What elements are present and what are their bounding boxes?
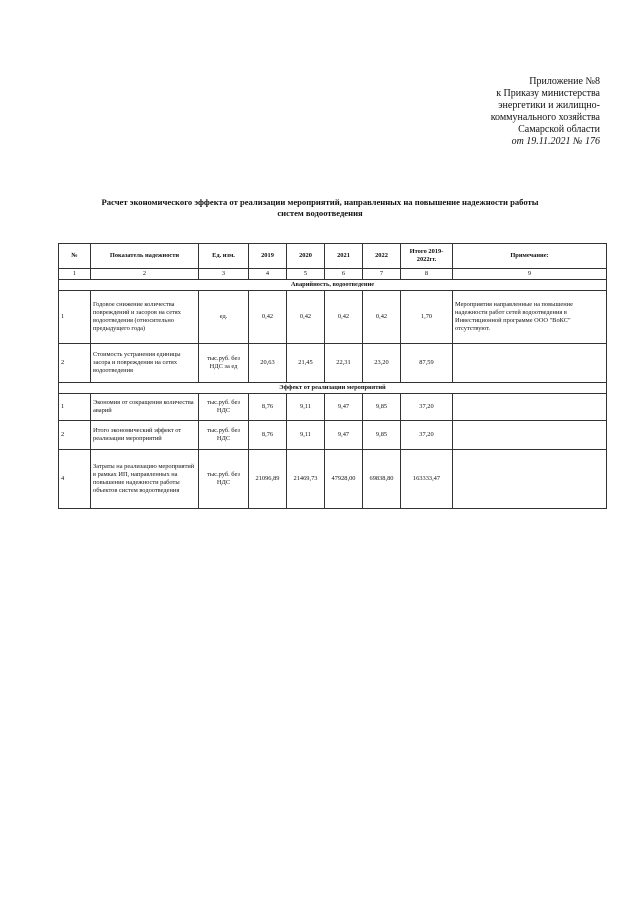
row-value-2021: 47928,00 xyxy=(325,450,363,509)
row-indicator: Стоимость устранения единицы засора и повреждения на сетях водоотведения xyxy=(91,344,199,383)
row-number: 1 xyxy=(59,291,91,344)
appendix-header xyxy=(450,76,600,148)
col-number: 5 xyxy=(287,269,325,280)
row-note xyxy=(453,394,607,421)
row-value-2022: 23,20 xyxy=(363,344,401,383)
table-row xyxy=(59,394,607,421)
col-number: 1 xyxy=(59,269,91,280)
table-header-row xyxy=(59,244,607,269)
document-title xyxy=(60,197,580,219)
section-row-accidents xyxy=(59,280,607,291)
appendix-order-ref: к Приказу министерства xyxy=(496,88,600,99)
row-value-2020: 0,42 xyxy=(287,291,325,344)
row-value-2021: 0,42 xyxy=(325,291,363,344)
row-total: 87,59 xyxy=(401,344,453,383)
effect-table xyxy=(58,243,607,509)
table-row xyxy=(59,421,607,450)
row-unit: тыс.руб. без НДС xyxy=(199,450,249,509)
section-row-effect xyxy=(59,383,607,394)
col-header-total: Итого 2019-2022гг. xyxy=(401,244,453,269)
row-unit: тыс.руб. без НДС xyxy=(199,421,249,450)
row-total: 37,20 xyxy=(401,421,453,450)
appendix-title: Приложение №8 xyxy=(529,76,600,87)
row-number: 4 xyxy=(59,450,91,509)
section-title: Аварийность, водоотведение xyxy=(59,280,607,291)
row-value-2022: 9,85 xyxy=(363,394,401,421)
col-header-unit: Ед. изм. xyxy=(199,244,249,269)
row-value-2021: 9,47 xyxy=(325,394,363,421)
table-row xyxy=(59,291,607,344)
row-unit: ед. xyxy=(199,291,249,344)
row-value-2019: 21096,89 xyxy=(249,450,287,509)
col-number: 7 xyxy=(363,269,401,280)
row-total: 1,70 xyxy=(401,291,453,344)
col-number: 3 xyxy=(199,269,249,280)
row-indicator: Экономия от сокращения количества аварий xyxy=(91,394,199,421)
row-indicator: Годовое снижение количества повреждений и засоров на сетях водоотведения (относительно предыдущего года) xyxy=(91,291,199,344)
col-number: 2 xyxy=(91,269,199,280)
column-number-row xyxy=(59,269,607,280)
row-value-2019: 0,42 xyxy=(249,291,287,344)
col-header-note: Примечание: xyxy=(453,244,607,269)
row-note xyxy=(453,421,607,450)
row-value-2022: 9,85 xyxy=(363,421,401,450)
appendix-region: Самарской области xyxy=(518,124,600,135)
col-number: 4 xyxy=(249,269,287,280)
col-number: 8 xyxy=(401,269,453,280)
row-number: 2 xyxy=(59,421,91,450)
appendix-date-number: от 19.11.2021 № 176 xyxy=(511,136,600,147)
row-note xyxy=(453,344,607,383)
col-header-2021: 2021 xyxy=(325,244,363,269)
row-value-2019: 8,76 xyxy=(249,394,287,421)
col-header-2020: 2020 xyxy=(287,244,325,269)
col-header-number: № xyxy=(59,244,91,269)
row-note xyxy=(453,450,607,509)
row-number: 2 xyxy=(59,344,91,383)
row-value-2019: 8,76 xyxy=(249,421,287,450)
appendix-ministry-1: энергетики и жилищно- xyxy=(498,100,600,111)
col-number: 6 xyxy=(325,269,363,280)
row-unit: тыс.руб. без НДС xyxy=(199,394,249,421)
col-header-2019: 2019 xyxy=(249,244,287,269)
col-header-2022: 2022 xyxy=(363,244,401,269)
table-row xyxy=(59,344,607,383)
table-row xyxy=(59,450,607,509)
row-value-2020: 9,11 xyxy=(287,421,325,450)
row-value-2020: 21469,73 xyxy=(287,450,325,509)
row-value-2021: 9,47 xyxy=(325,421,363,450)
row-value-2022: 0,42 xyxy=(363,291,401,344)
title-line-2: систем водоотведения xyxy=(277,208,363,218)
row-unit: тыс.руб. без НДС за ед xyxy=(199,344,249,383)
col-header-indicator: Показатель надежности xyxy=(91,244,199,269)
appendix-ministry-2: коммунального хозяйства xyxy=(490,112,600,123)
row-value-2021: 22,31 xyxy=(325,344,363,383)
title-line-1: Расчет экономического эффекта от реализации мероприятий, направленных на повышение надежности работы xyxy=(101,197,539,207)
row-value-2020: 21,45 xyxy=(287,344,325,383)
row-value-2022: 69838,80 xyxy=(363,450,401,509)
row-indicator: Затраты на реализацию мероприятий в рамках ИП, направленных на повышение надежности работы объектов систем водоотведения xyxy=(91,450,199,509)
row-number: 1 xyxy=(59,394,91,421)
row-indicator: Итого экономический эффект от реализации мероприятий xyxy=(91,421,199,450)
row-value-2020: 9,11 xyxy=(287,394,325,421)
row-value-2019: 20,63 xyxy=(249,344,287,383)
section-title: Эффект от реализации мероприятий xyxy=(59,383,607,394)
row-note: Мероприятия направленные на повышение надежности работ сетей водоотведения в Инвестиционной программе ООО "ВоКС" отсутствуют. xyxy=(453,291,607,344)
col-number: 9 xyxy=(453,269,607,280)
row-total: 163333,47 xyxy=(401,450,453,509)
row-total: 37,20 xyxy=(401,394,453,421)
